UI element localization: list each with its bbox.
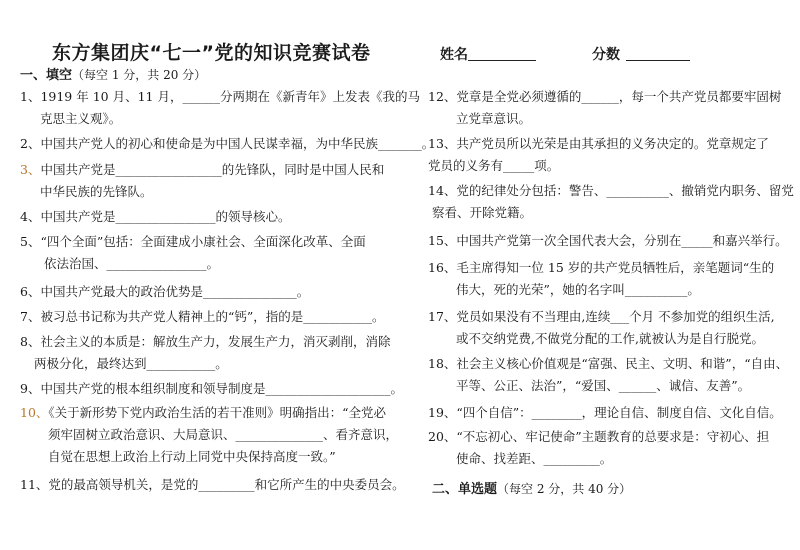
section-single-choice [432,478,631,497]
name-field[interactable] [440,44,536,64]
question-15 [428,230,788,252]
question-16 [428,257,774,301]
question-text-cont: 立党章意识。 [456,111,532,126]
question-text: 社会主义核心价值观是“富强、民主、文明、和谐”，“自由、 [456,356,789,371]
question-number: 4、 [20,209,41,224]
question-text-cont: 伟大，死的光荣”，她的名字叫__________。 [456,282,700,297]
question-number: 8、 [20,334,41,349]
question-10 [20,402,398,468]
question-text-cont: 平等、公正、法治”，“爱国、______、诚信、友善”。 [456,378,751,393]
question-18 [428,353,788,397]
exam-title: 东方集团庆“七一”党的知识竞赛试卷 [52,42,371,64]
section-label: 一、填空 [20,68,73,83]
question-14 [428,180,794,224]
question-text-cont: 须牢固树立政治意识、大局意识、______________、看齐意识， [48,427,399,442]
question-number: 13、 [428,136,457,151]
score-blank[interactable] [626,46,690,61]
section-label: 二、单选题 [432,482,498,497]
question-text: “四个全面”包括：全面建成小康社会、全面深化改革、全面 [40,234,366,249]
question-number: 16、 [428,260,457,275]
question-12 [428,86,781,130]
question-number: 19、 [428,405,457,420]
question-number: 17、 [428,309,457,324]
name-blank[interactable] [468,46,536,61]
section-fill-in-blank [20,64,206,83]
question-number: 10、 [20,405,49,420]
question-text: 党的纪律处分包括：警告、__________、撤销党内职务、留党 [456,183,794,198]
question-number: 5、 [20,234,41,249]
question-text: “四个自信”：________，理论自信、制度自信、文化自信。 [456,405,782,420]
name-label: 姓名 [440,47,468,63]
question-text: 中国共产党第一次全国代表大会，分别在_____和嘉兴举行。 [456,233,788,248]
question-number: 12、 [428,89,457,104]
question-1 [20,86,420,130]
question-number: 2、 [20,136,41,151]
question-text: 共产党员所以光荣是由其承担的义务决定的。党章规定了 [456,136,769,151]
question-17 [428,306,775,350]
question-text-cont: 党员的义务有_____项。 [428,158,560,173]
question-4 [20,206,290,228]
question-number: 3、 [20,162,41,177]
question-number: 15、 [428,233,457,248]
question-7 [20,306,385,328]
question-text: 中国共产党的根本组织制度和领导制度是____________________。 [40,381,403,396]
question-text: 中国共产党是_________________的先锋队，同时是中国人民和 [40,162,385,177]
question-text: “不忘初心、牢记使命”主题教育的总要求是：守初心、担 [456,429,770,444]
question-2 [20,133,434,155]
question-text-cont: 自觉在思想上政治上行动上同党中央保持高度一致。” [48,449,336,464]
question-11 [20,474,405,496]
question-number: 11、 [20,477,49,492]
question-text: 毛主席得知一位 15 岁的共产党员牺牲后，亲笔题词“生的 [456,260,775,275]
question-19 [428,402,782,424]
question-text: 《关于新形势下党内政治生活的若干准则》明确指出：“全党必 [48,405,387,420]
question-number: 6、 [20,284,41,299]
question-9 [20,378,403,400]
question-13 [428,133,769,177]
question-text: 被习总书记称为共产党人精神上的“钙”，指的是___________。 [40,309,385,324]
question-number: 1、 [20,89,41,104]
score-field[interactable] [592,44,690,64]
question-text-cont: 或不交纳党费,不做党分配的工作,就被认为是自行脱党。 [456,331,764,346]
question-text: 中国共产党是________________的领导核心。 [40,209,291,224]
question-5 [20,231,366,275]
question-text-cont: 依法治国、________________。 [44,256,220,271]
question-6 [20,281,309,303]
question-text-cont: 两极分化，最终达到___________。 [34,356,228,371]
question-20 [428,426,769,470]
question-text-cont: 克思主义观》。 [40,111,122,126]
question-text-cont: 察看、开除党籍。 [432,205,533,220]
section-note: （每空 1 分，共 20 分） [72,68,207,82]
question-3 [20,159,384,203]
question-number: 18、 [428,356,457,371]
question-text: 中国共产党人的初心和使命是为中国人民谋幸福，为中华民族_______。 [40,136,435,151]
question-number: 20、 [428,429,457,444]
section-note: （每空 2 分，共 40 分） [497,482,632,496]
question-text: 1919 年 10 月、11 月，______分两期在《新青年》上发表《我的马 [40,89,420,104]
question-number: 14、 [428,183,457,198]
score-label: 分数 [592,47,620,63]
question-text: 党的最高领导机关，是党的_________和它所产生的中央委员会。 [48,477,405,492]
question-text: 社会主义的本质是：解放生产力，发展生产力，消灭剥削，消除 [40,334,391,349]
question-text-cont: 中华民族的先锋队。 [40,184,153,199]
question-text: 党章是全党必须遵循的______，每一个共产党员都要牢固树 [456,89,782,104]
question-text: 中国共产党最大的政治优势是_______________。 [40,284,310,299]
question-text-cont: 使命、找差距、_________。 [456,451,613,466]
question-number: 9、 [20,381,41,396]
question-number: 7、 [20,309,41,324]
question-text: 党员如果没有不当理由,连续___个月 不参加党的组织生活, [456,309,775,324]
question-8 [20,331,390,375]
